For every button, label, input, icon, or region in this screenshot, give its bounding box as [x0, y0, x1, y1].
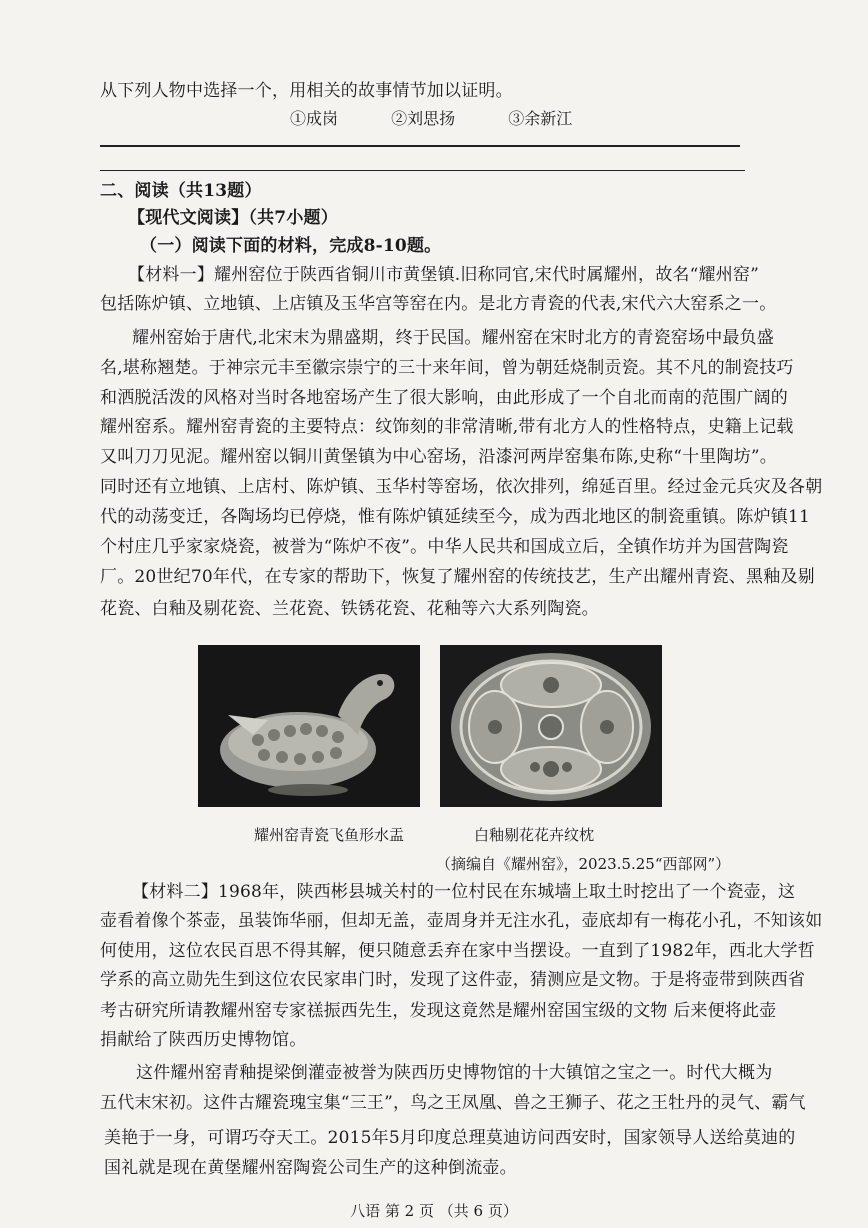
m2-line: 捐献给了陕西历史博物馆。 [100, 1030, 307, 1050]
section-subheading: 【现代文阅读】（共7小题） [128, 208, 338, 228]
answer-rule-1 [100, 145, 740, 147]
m1-line: 厂。20世纪70年代，在专家的帮助下，恢复了耀州窑的传统技艺，生产出耀州青瓷、黑釉及剔 [100, 567, 815, 587]
m1-line: 同时还有立地镇、上店村、陈炉镇、玉华村等窑场，依次排列，绵延百里。经过金元兵灾及各朝 [100, 477, 823, 497]
m2-line: 美艳于一身，可谓巧夺天工。2015年5月印度总理莫迪访问西安时，国家领导人送给莫迪的 [104, 1128, 796, 1148]
caption-right: 白釉剔花花卉纹枕 [474, 826, 595, 844]
m1-line: 代的动荡变迁，各陶场均已停烧，惟有陈炉镇延续至今，成为西北地区的制瓷重镇。陈炉镇11 [100, 507, 811, 527]
figure-source: （摘编自《耀州窑》，2023.5.25“西部网”） [436, 855, 731, 873]
m2-line: 【材料二】1968年，陕西彬县城关村的一位村民在东城墙上取土时挖出了一个瓷壶，这 [132, 882, 796, 902]
option-1: ①成岗 [290, 109, 339, 128]
m1-line: 名,堪称翘楚。于神宗元丰至徽宗崇宁的三十来年间，曾为朝廷烧制贡瓷。其不凡的制瓷技巧 [100, 358, 794, 378]
m2-line: 这件耀州窑青釉提梁倒灌壶被誉为陕西历史博物馆的十大镇馆之宝之一。时代大概为 [136, 1063, 773, 1083]
option-3: ③余新江 [508, 109, 573, 128]
m2-line: 国礼就是现在黄堡耀州窑陶瓷公司生产的这种倒流壶。 [104, 1158, 517, 1178]
section-heading: 二、阅读（共13题） [100, 181, 262, 201]
photo-fish-water-pot [198, 645, 420, 807]
question-line: 从下列人物中选择一个，用相关的故事情节加以证明。 [100, 81, 513, 101]
section-task: （一）阅读下面的材料，完成8-10题。 [140, 236, 442, 256]
answer-rule-2 [100, 170, 745, 171]
option-2: ②刘思扬 [391, 109, 456, 128]
m2-line: 壶看着像个茶壶，虽装饰华丽，但却无盖，壶周身并无注水孔，壶底却有一梅花小孔，不知该如 [100, 911, 823, 931]
m1-line: 又叫刀刀见泥。耀州窑以铜川黄堡镇为中心窑场，沿漆河两岸窑集布陈,史称“十里陶坊”。 [100, 447, 777, 467]
options-row [290, 106, 620, 129]
m1-line: 个村庄几乎家家烧瓷，被誉为“陈炉不夜”。中华人民共和国成立后，全镇作坊并为国营陶瓷 [100, 537, 789, 557]
m2-line: 五代末宋初。这件古耀瓷瑰宝集“三王”，鸟之王凤凰、兽之王狮子、花之王牡丹的灵气、霸气 [100, 1093, 806, 1113]
photo-white-glaze-pillow [440, 645, 662, 807]
m2-line: 何使用，这位农民百思不得其解，便只随意丢弃在家中当摆设。一直到了1982年，西北大学哲 [100, 941, 815, 961]
m1-line: 耀州窑系。耀州窑青瓷的主要特点：纹饰刻的非常清晰,带有北方人的性格特点，史籍上记载 [100, 417, 794, 437]
m1-line: 包括陈炉镇、立地镇、上店镇及玉华宫等窑在内。是北方青瓷的代表,宋代六大窑系之一。 [100, 294, 777, 314]
m2-line: 考古研究所请教耀州窑专家禚振西先生，发现这竟然是耀州窑国宝级的文物 后来便将此壶 [100, 1001, 777, 1021]
m1-line: 和洒脱活泼的风格对当时各地窑场产生了很大影响，由此形成了一个自北而南的范围广阔的 [100, 388, 788, 408]
m1-line: 【材料一】耀州窑位于陕西省铜川市黄堡镇.旧称同官,宋代时属耀州，故名“耀州窑” [128, 265, 759, 285]
m1-line: 花瓷、白釉及剔花瓷、兰花瓷、铁锈花瓷、花釉等六大系列陶瓷。 [100, 599, 599, 619]
caption-left: 耀州窑青瓷飞鱼形水盂 [254, 826, 405, 844]
m1-line: 耀州窑始于唐代,北宋末为鼎盛期，终于民国。耀州窑在宋时北方的青瓷窑场中最负盛 [132, 328, 775, 348]
page-footer: 八语 第 2 页 （共 6 页） [350, 1202, 518, 1220]
fish-pot-illustration [198, 645, 420, 807]
pillow-illustration [440, 645, 662, 807]
m2-line: 学系的高立勋先生到这位农民家串门时，发现了这件壶，猜测应是文物。于是将壶带到陕西省 [100, 970, 806, 990]
